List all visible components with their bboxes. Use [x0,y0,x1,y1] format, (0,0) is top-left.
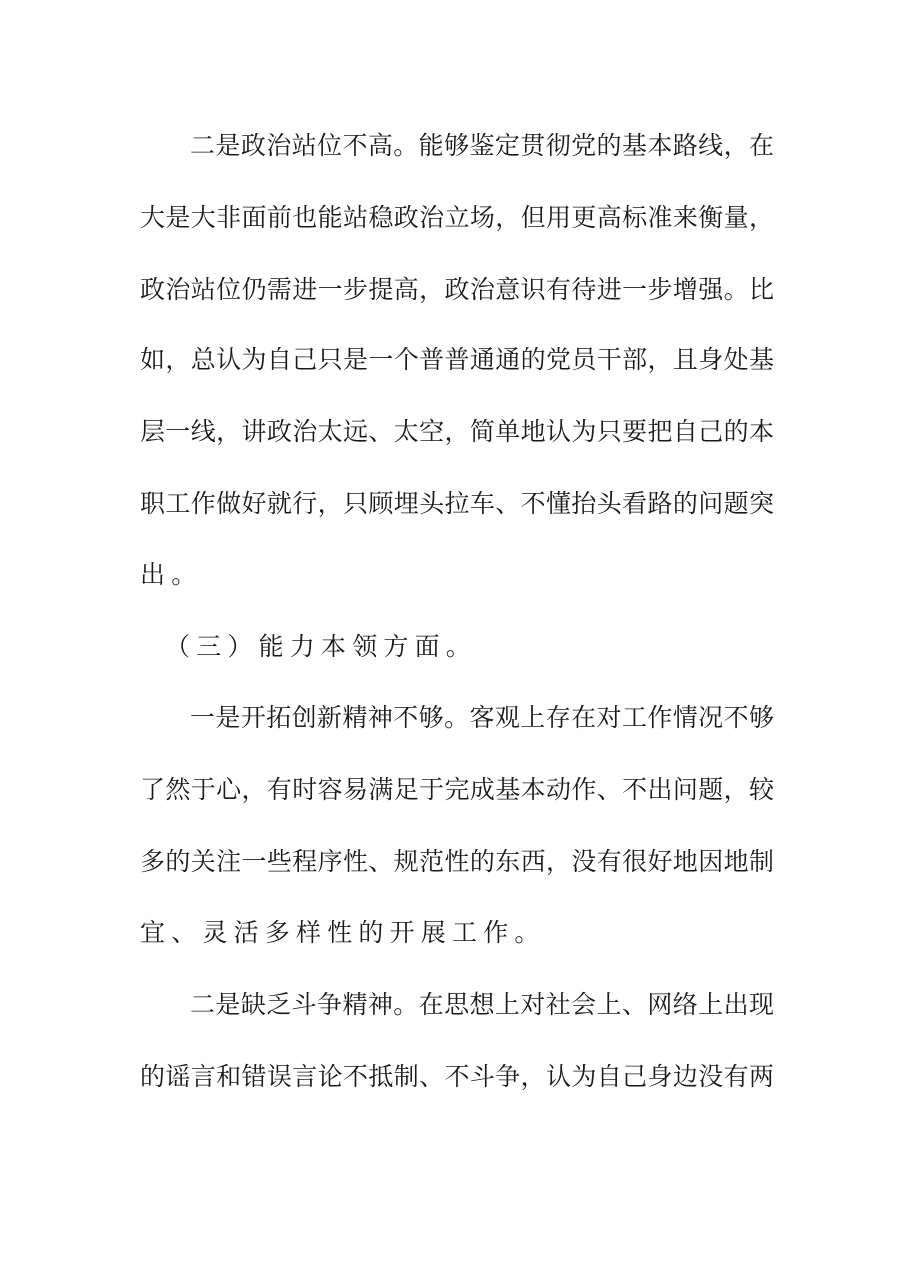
paragraph-3-line-3: 多的关注一些程序性、规范性的东西，没有很好地因地制 [140,847,774,876]
paragraph-4-line-1: 二是缺乏斗争精神。在思想上对社会上、网络上出现 [190,990,774,1019]
paragraph-4-line-2: 的谣言和错误言论不抵制、不斗争，认为自己身边没有两 [140,1062,774,1091]
paragraph-3-line-1: 一是开拓创新精神不够。客观上存在对工作情况不够 [190,703,774,732]
paragraph-3-line-4: 宜、灵活多样性的开展工作。 [140,918,546,947]
paragraph-1-line-1: 二是政治站位不高。能够鉴定贯彻党的基本路线，在 [190,131,774,160]
section-heading: （三）能力本领方面。 [165,632,478,661]
paragraph-1-line-2: 大是大非面前也能站稳政治立场，但用更高标准来衡量， [140,203,774,232]
paragraph-1-line-7: 出。 [140,560,203,589]
paragraph-1-line-4: 如，总认为自己只是一个普普通通的党员干部，且身处基 [140,345,774,374]
paragraph-3-line-2: 了然于心，有时容易满足于完成基本动作、不出问题，较 [140,775,774,804]
paragraph-1-line-6: 职工作做好就行，只顾埋头拉车、不懂抬头看路的问题突 [140,489,774,518]
paragraph-1-line-3: 政治站位仍需进一步提高，政治意识有待进一步增强。比 [140,275,774,304]
paragraph-1-line-5: 层一线，讲政治太远、太空，简单地认为只要把自己的本 [140,417,774,446]
